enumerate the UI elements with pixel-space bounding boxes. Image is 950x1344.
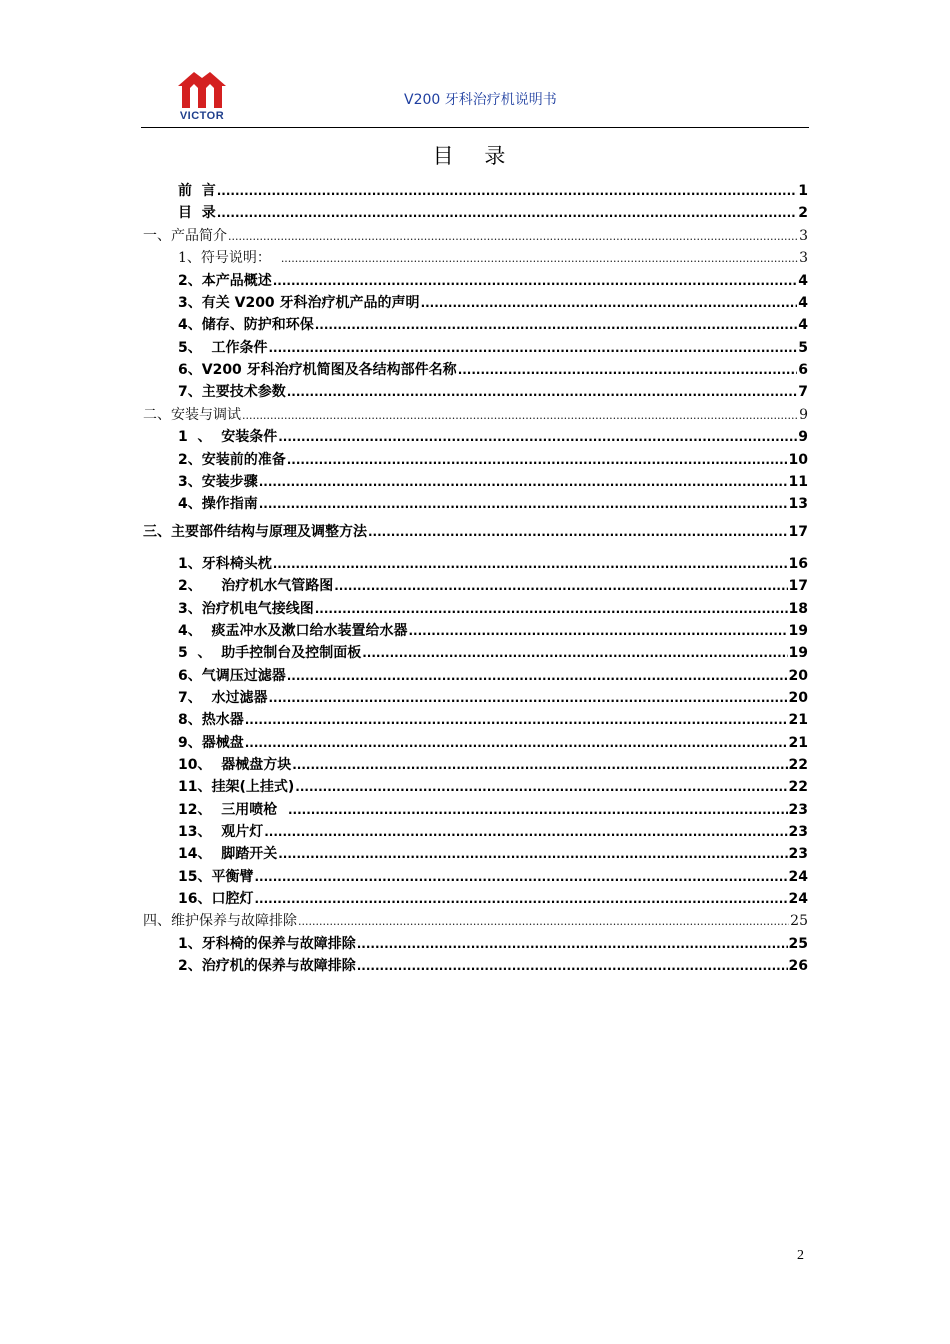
toc-entry[interactable] bbox=[178, 799, 808, 819]
toc-leader-dots bbox=[362, 645, 787, 661]
toc-leader-dots bbox=[254, 891, 787, 907]
logo-text: VICTOR bbox=[179, 110, 225, 122]
toc-entry-page: 23 bbox=[788, 846, 808, 862]
toc-entry-label: 7、 水过滤器 bbox=[178, 690, 268, 706]
toc-leader-dots bbox=[273, 556, 788, 572]
toc-entry-page: 23 bbox=[788, 802, 808, 818]
toc-leader-dots bbox=[334, 578, 787, 594]
toc-entry-label: 2、治疗机的保养与故障排除 bbox=[178, 958, 356, 974]
toc-leader-dots bbox=[357, 936, 788, 952]
toc-entry[interactable] bbox=[178, 381, 808, 401]
toc-entry-label: 14、 脚踏开关 bbox=[178, 846, 278, 862]
toc-entry-label: 前 言 bbox=[178, 183, 216, 199]
toc-entry[interactable] bbox=[178, 359, 808, 379]
toc-leader-dots bbox=[357, 958, 788, 974]
toc-entry-page: 17 bbox=[788, 578, 808, 594]
toc-entry-page: 23 bbox=[788, 824, 808, 840]
toc-leader-dots bbox=[269, 690, 788, 706]
toc-entry-page: 19 bbox=[788, 645, 808, 661]
toc-entry-label: 三、主要部件结构与原理及调整方法 bbox=[143, 524, 367, 540]
toc-entry[interactable] bbox=[178, 933, 808, 953]
toc-leader-dots bbox=[421, 295, 798, 311]
toc-leader-dots bbox=[245, 712, 788, 728]
toc-entry[interactable] bbox=[178, 866, 808, 886]
toc-leader-dots bbox=[298, 913, 789, 929]
toc-entry-label: 1、符号说明： bbox=[178, 250, 280, 266]
toc-entry-label: 二、安装与调试 bbox=[143, 407, 241, 423]
toc-entry-label: 四、维护保养与故障排除 bbox=[143, 913, 297, 929]
toc-leader-dots bbox=[228, 228, 798, 244]
toc-entry-label: 1 、 安装条件 bbox=[178, 429, 278, 445]
toc-entry-page: 3 bbox=[799, 250, 808, 266]
toc-entry[interactable] bbox=[178, 247, 808, 267]
toc-entry[interactable] bbox=[178, 202, 808, 222]
toc-leader-dots bbox=[273, 273, 798, 289]
toc-entry-page: 13 bbox=[788, 496, 808, 512]
toc-entry-page: 5 bbox=[798, 340, 808, 356]
toc-entry-page: 21 bbox=[788, 735, 808, 751]
toc-entry-page: 20 bbox=[788, 690, 808, 706]
toc-entry-label: 4、操作指南 bbox=[178, 496, 258, 512]
toc-entry-page: 18 bbox=[788, 601, 808, 617]
toc-leader-dots bbox=[254, 869, 787, 885]
toc-entry[interactable] bbox=[178, 709, 808, 729]
toc-entry[interactable] bbox=[143, 910, 808, 930]
toc-entry-page: 9 bbox=[799, 407, 808, 423]
toc-entry-page: 16 bbox=[788, 556, 808, 572]
page-number: 2 bbox=[797, 1248, 804, 1263]
toc-leader-dots bbox=[217, 205, 798, 221]
toc-entry[interactable] bbox=[178, 665, 808, 685]
toc-leader-dots bbox=[269, 340, 798, 356]
toc-entry-label: 1、牙科椅的保养与故障排除 bbox=[178, 936, 356, 952]
toc-leader-dots bbox=[292, 757, 787, 773]
toc-entry-label: 5 、 助手控制台及控制面板 bbox=[178, 645, 362, 661]
document-header-title: V200 牙科治疗机说明书 bbox=[404, 92, 557, 108]
toc-entry-page: 22 bbox=[788, 757, 808, 773]
toc-entry[interactable] bbox=[178, 314, 808, 334]
toc-leader-dots bbox=[287, 452, 788, 468]
toc-entry-page: 26 bbox=[788, 958, 808, 974]
toc-entry-page: 10 bbox=[788, 452, 808, 468]
toc-entry-page: 17 bbox=[788, 524, 808, 540]
toc-leader-dots bbox=[217, 183, 798, 199]
toc-entry-page: 11 bbox=[788, 474, 808, 490]
toc-entry[interactable] bbox=[178, 180, 808, 200]
toc-leader-dots bbox=[242, 407, 798, 423]
toc-entry[interactable] bbox=[178, 270, 808, 290]
toc-entry-page: 4 bbox=[798, 317, 808, 333]
toc-entry-page: 9 bbox=[798, 429, 808, 445]
toc-entry[interactable] bbox=[178, 754, 808, 774]
toc-entry[interactable] bbox=[143, 521, 808, 541]
toc-entry-page: 22 bbox=[788, 779, 808, 795]
toc-entry-label: 一、产品简介 bbox=[143, 228, 227, 244]
toc-leader-dots bbox=[315, 317, 798, 333]
toc-entry-page: 3 bbox=[799, 228, 808, 244]
toc-entry[interactable] bbox=[143, 404, 808, 424]
toc-entry[interactable] bbox=[178, 575, 808, 595]
toc-entry-label: 3、治疗机电气接线图 bbox=[178, 601, 314, 617]
victor-logo bbox=[176, 70, 228, 128]
toc-leader-dots bbox=[259, 496, 788, 512]
toc-leader-dots bbox=[295, 779, 787, 795]
toc-entry-page: 25 bbox=[788, 936, 808, 952]
toc-entry[interactable] bbox=[178, 620, 808, 640]
toc-entry-label: 4、储存、防护和环保 bbox=[178, 317, 314, 333]
toc-entry-label: 3、有关 V200 牙科治疗机产品的声明 bbox=[178, 295, 420, 311]
toc-entry[interactable] bbox=[178, 687, 808, 707]
toc-entry-label: 目 录 bbox=[178, 205, 216, 221]
toc-entry-label: 10、 器械盘方块 bbox=[178, 757, 292, 773]
toc-leader-dots bbox=[264, 824, 787, 840]
toc-leader-dots bbox=[259, 474, 788, 490]
toc-entry[interactable] bbox=[178, 776, 808, 796]
toc-entry-label: 12、 三用喷枪 bbox=[178, 802, 287, 818]
toc-entry-page: 2 bbox=[798, 205, 808, 221]
toc-entry-page: 6 bbox=[798, 362, 808, 378]
toc-leader-dots bbox=[278, 429, 797, 445]
toc-entry-label: 6、V200 牙科治疗机简图及各结构部件名称 bbox=[178, 362, 457, 378]
toc-entry-label: 8、热水器 bbox=[178, 712, 244, 728]
toc-entry[interactable] bbox=[178, 553, 808, 573]
header-divider bbox=[141, 127, 809, 128]
toc-entry-label: 4、 痰盂冲水及漱口给水装置给水器 bbox=[178, 623, 408, 639]
toc-entry-page: 1 bbox=[798, 183, 808, 199]
toc-leader-dots bbox=[245, 735, 788, 751]
toc-entry[interactable] bbox=[178, 843, 808, 863]
toc-leader-dots bbox=[458, 362, 798, 378]
toc-leader-dots bbox=[287, 384, 798, 400]
toc-entry[interactable] bbox=[178, 821, 808, 841]
toc-entry-label: 7、主要技术参数 bbox=[178, 384, 286, 400]
toc-entry-label: 5、 工作条件 bbox=[178, 340, 268, 356]
toc-entry-label: 2、本产品概述 bbox=[178, 273, 272, 289]
toc-entry-page: 4 bbox=[798, 295, 808, 311]
toc-entry-label: 6、气调压过滤器 bbox=[178, 668, 286, 684]
toc-entry-label: 11、挂架(上挂式) bbox=[178, 779, 295, 795]
toc-entry[interactable] bbox=[178, 888, 808, 908]
toc-entry-label: 2、安装前的准备 bbox=[178, 452, 286, 468]
toc-entry[interactable] bbox=[178, 337, 808, 357]
toc-title: 目 录 bbox=[432, 144, 518, 168]
toc-entry-page: 20 bbox=[788, 668, 808, 684]
toc-entry[interactable] bbox=[178, 471, 808, 491]
toc-entry[interactable] bbox=[178, 449, 808, 469]
toc-entry-page: 24 bbox=[788, 891, 808, 907]
toc-entry-label: 16、口腔灯 bbox=[178, 891, 254, 907]
logo-emblem-icon bbox=[176, 70, 228, 110]
toc-entry[interactable] bbox=[178, 598, 808, 618]
toc-leader-dots bbox=[288, 802, 788, 818]
toc-entry-label: 1、牙科椅头枕 bbox=[178, 556, 272, 572]
toc-entry-label: 13、 观片灯 bbox=[178, 824, 264, 840]
toc-entry[interactable] bbox=[178, 732, 808, 752]
toc-leader-dots bbox=[315, 601, 788, 617]
toc-entry-page: 21 bbox=[788, 712, 808, 728]
toc-entry-page: 24 bbox=[788, 869, 808, 885]
toc-entry[interactable] bbox=[178, 493, 808, 513]
toc-entry[interactable] bbox=[143, 225, 808, 245]
toc-entry-page: 19 bbox=[788, 623, 808, 639]
toc-entry[interactable] bbox=[178, 426, 808, 446]
toc-entry-page: 7 bbox=[798, 384, 808, 400]
toc-entry-label: 3、安装步骤 bbox=[178, 474, 258, 490]
toc-entry[interactable] bbox=[178, 642, 808, 662]
toc-entry-label: 2、 治疗机水气管路图 bbox=[178, 578, 334, 594]
toc-leader-dots bbox=[368, 524, 788, 540]
toc-leader-dots bbox=[409, 623, 788, 639]
toc-leader-dots bbox=[278, 846, 787, 862]
toc-entry-label: 15、平衡臂 bbox=[178, 869, 254, 885]
toc-entry[interactable] bbox=[178, 955, 808, 975]
toc-entry-page: 4 bbox=[798, 273, 808, 289]
toc-entry-label: 9、器械盘 bbox=[178, 735, 244, 751]
toc-entry-page: 25 bbox=[790, 913, 808, 929]
toc-entry[interactable] bbox=[178, 292, 808, 312]
toc-leader-dots bbox=[281, 250, 798, 266]
toc-leader-dots bbox=[287, 668, 788, 684]
